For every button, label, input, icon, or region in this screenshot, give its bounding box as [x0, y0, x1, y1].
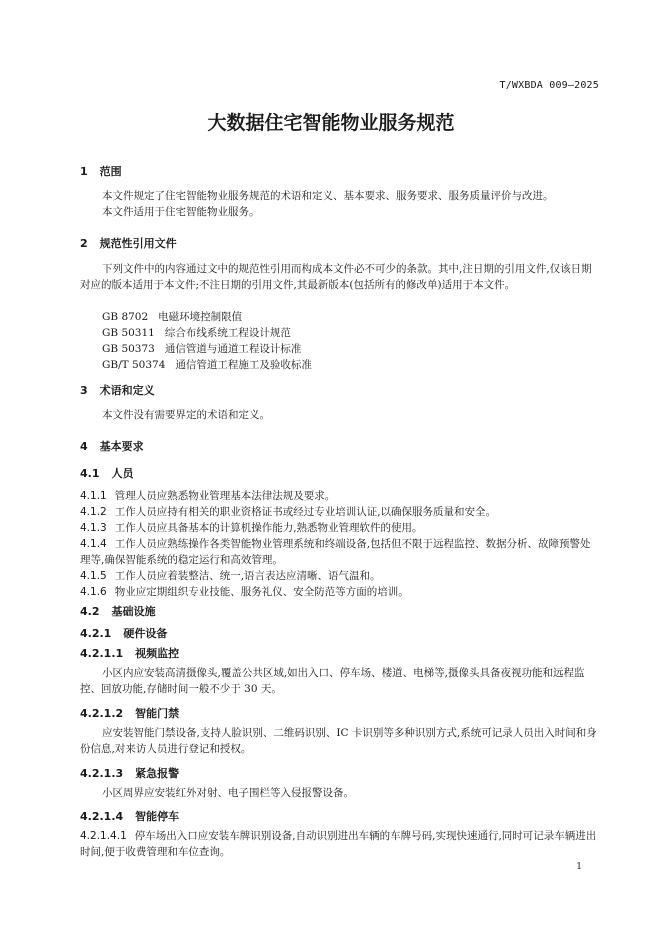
section-title: 基本要求 [99, 440, 144, 453]
clause-4-2-1-1-heading [80, 645, 179, 661]
clause-number: 4.1.1 [80, 490, 107, 502]
reference-name: 电磁环境控制限值 [158, 311, 243, 323]
clause-number: 4.1.6 [80, 586, 107, 598]
reference-item [102, 341, 301, 356]
clause-4-2-1-4-heading [80, 808, 179, 824]
reference-item [102, 357, 312, 372]
section-number: 4.2.1.4 [80, 810, 124, 823]
clause-number: 4.1.5 [80, 570, 107, 582]
clause-number: 4.1.4 [80, 538, 107, 550]
clause-4-1-2 [80, 504, 600, 520]
section-title: 紧急报警 [135, 767, 180, 780]
clause-text: 停车场出入口应安装车牌识别设备,自动识别进出车辆的车牌号码,实现快速通行,同时可记录车辆进出时间,便于收费管理和车位查询。 [80, 830, 597, 858]
section-title: 视频监控 [135, 647, 180, 660]
clause-number: 4.1.3 [80, 522, 107, 534]
section-number: 3 [80, 384, 88, 397]
section-2-para-1: 下列文件中的内容通过文中的规范性引用而构成本文件必不可少的条款。其中,注日期的引用文件,仅该日期对应的版本适用于本文件;不注日期的引用文件,其最新版本(包括所有的修改单)适用于本文件。 [80, 263, 592, 291]
clause-number: 4.1.2 [80, 506, 107, 518]
section-title: 基础设施 [111, 605, 156, 618]
section-title: 智能停车 [135, 810, 180, 823]
clause-4-2-1-3-heading [80, 765, 179, 781]
section-number: 4.1 [80, 467, 100, 480]
section-number: 4.2.1.2 [80, 707, 124, 720]
page-number: 1 [576, 862, 582, 872]
section-3-para-1: 本文件没有需要界定的术语和定义。 [102, 409, 270, 421]
reference-code: GB/T 50374 [102, 359, 166, 371]
section-number: 4.2.1.1 [80, 647, 124, 660]
subsection-4-1-heading [80, 465, 134, 481]
section-number: 4.2 [80, 605, 100, 618]
section-title: 术语和定义 [99, 384, 155, 397]
section-number: 4 [80, 440, 88, 453]
section-title: 硬件设备 [123, 627, 168, 640]
section-title: 规范性引用文件 [99, 237, 177, 250]
section-1-heading [80, 163, 122, 179]
section-number: 2 [80, 237, 88, 250]
section-3-heading [80, 382, 155, 398]
clause-number: 4.2.1.4.1 [80, 830, 127, 842]
section-4-heading [80, 438, 144, 454]
clause-4-2-1-4-1 [80, 828, 600, 860]
reference-name: 通信管道与通道工程设计标准 [164, 343, 302, 355]
reference-code: GB 50373 [102, 343, 155, 355]
clause-4-2-1-2-heading [80, 705, 179, 721]
clause-4-1-4 [80, 536, 600, 568]
clause-4-1-1 [80, 488, 600, 504]
clause-4-1-5 [80, 568, 600, 584]
reference-item [102, 309, 242, 324]
clause-4-2-1-3-text: 小区周界应安装红外对射、电子围栏等入侵报警设备。 [102, 787, 354, 799]
clause-text: 工作人员应具备基本的计算机操作能力,熟悉物业管理软件的使用。 [114, 522, 423, 534]
standard-code: T/WXBDA 009—2025 [499, 80, 599, 91]
section-number: 4.2.1 [80, 627, 112, 640]
reference-code: GB 50311 [102, 327, 155, 339]
clause-4-1-6 [80, 584, 600, 600]
reference-name: 通信管道工程施工及验收标准 [175, 359, 312, 371]
section-1-para-1: 本文件规定了住宅智能物业服务规范的术语和定义、基本要求、服务要求、服务质量评价与改进。 [102, 190, 554, 202]
section-2-heading [80, 235, 177, 251]
subsection-4-2-1-heading [80, 625, 167, 641]
section-title: 范围 [99, 165, 122, 178]
clause-text: 管理人员应熟悉物业管理基本法律法规及要求。 [114, 490, 336, 502]
clause-text: 工作人员应熟练操作各类智能物业管理系统和终端设备,包括但不限于远程监控、数据分析、故障预警处理等,确保智能系统的稳定运行和高效管理。 [80, 538, 591, 566]
section-1-para-2: 本文件适用于住宅智能物业服务。 [102, 206, 260, 218]
clause-4-1-3 [80, 520, 600, 536]
clause-text: 物业应定期组织专业技能、服务礼仪、安全防范等方面的培训。 [114, 586, 409, 598]
clause-text: 工作人员应持有相关的职业资格证书或经过专业培训认证,以确保服务质量和安全。 [114, 506, 497, 518]
clause-4-2-1-2-text: 应安装智能门禁设备,支持人脸识别、二维码识别、IC 卡识别等多种识别方式,系统可记录人员出入时间和身份信息,对来访人员进行登记和授权。 [80, 727, 597, 755]
clause-text: 工作人员应着装整洁、统一,语言表达应清晰、语气温和。 [114, 570, 381, 582]
section-title: 智能门禁 [135, 707, 180, 720]
reference-item [102, 325, 291, 340]
reference-code: GB 8702 [102, 311, 149, 323]
subsection-4-2-heading [80, 603, 156, 619]
reference-name: 综合布线系统工程设计规范 [164, 327, 291, 339]
document-title: 大数据住宅智能物业服务规范 [207, 112, 455, 134]
section-title: 人员 [111, 467, 134, 480]
clause-4-2-1-1-text: 小区内应安装高清摄像头,覆盖公共区域,如出入口、停车场、楼道、电梯等,摄像头具备夜视功能和远程监控、回放功能,存储时间一般不少于 30 天。 [80, 667, 585, 695]
section-number: 4.2.1.3 [80, 767, 124, 780]
section-number: 1 [80, 165, 88, 178]
